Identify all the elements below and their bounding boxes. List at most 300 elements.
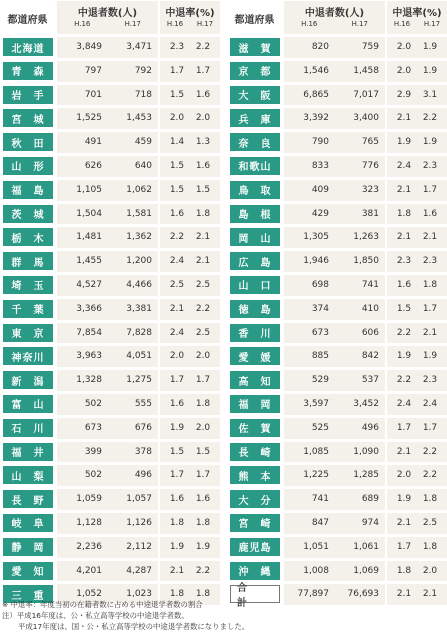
dropout-count-h17: 537 <box>361 375 379 386</box>
dropout-count-cell <box>284 37 385 58</box>
dropout-count-cell <box>57 132 158 153</box>
prefecture-label: 神奈川 <box>3 347 53 365</box>
dropout-count-h17: 3,471 <box>126 42 152 52</box>
dropout-count-cell <box>284 299 385 320</box>
dropout-rate-cell <box>387 537 447 558</box>
prefecture-label: 静 岡 <box>3 538 53 556</box>
dropout-rate-cell <box>160 418 220 439</box>
dropout-count-h16: 833 <box>311 160 329 171</box>
dropout-rate-cell <box>160 537 220 558</box>
dropout-count-h17: 555 <box>134 398 152 409</box>
footnotes <box>2 599 442 632</box>
dropout-count-cell <box>57 418 158 439</box>
dropout-count-h16: 790 <box>311 137 329 148</box>
dropout-count-h17: 7,828 <box>126 327 152 338</box>
dropout-rate-cell <box>387 323 447 344</box>
dropout-count-h17: 4,287 <box>126 565 152 576</box>
dropout-rate-h16: 2.1 <box>169 565 185 576</box>
dropout-rate-cell <box>160 323 220 344</box>
prefecture-label: 京 都 <box>230 62 280 80</box>
dropout-count-h17: 1,453 <box>126 113 152 124</box>
dropout-count-h17: 1,061 <box>353 541 379 552</box>
dropout-rate-h16: 1.8 <box>396 565 412 576</box>
prefecture-label: 宮 城 <box>3 109 53 127</box>
year-h17-label: H.17 <box>423 20 441 28</box>
dropout-rate-cell <box>387 370 447 391</box>
prefecture-label: 新 潟 <box>3 371 53 389</box>
prefecture-label: 青 森 <box>3 62 53 80</box>
table-row <box>0 275 220 296</box>
table-row <box>227 561 447 582</box>
prefecture-label: 愛 知 <box>3 562 53 580</box>
table-row <box>0 394 220 415</box>
dropout-count-cell <box>57 85 158 106</box>
prefecture-label: 福 岡 <box>230 395 280 413</box>
table-row <box>227 346 447 367</box>
dropout-count-cell <box>57 275 158 296</box>
year-h17-label: H.17 <box>124 20 141 28</box>
dropout-rate-h17: 2.5 <box>422 517 438 528</box>
prefecture-label: 島 根 <box>230 205 280 223</box>
prefecture-label: 香 川 <box>230 324 280 342</box>
table-row <box>0 537 220 558</box>
table-row <box>227 180 447 201</box>
year-h16-label: H.16 <box>166 20 184 28</box>
table-row <box>227 513 447 534</box>
year-h16-label: H.16 <box>393 20 411 28</box>
dropout-rate-h16: 2.1 <box>396 184 412 195</box>
table-row <box>227 489 447 510</box>
dropout-rate-h16: 1.9 <box>396 351 412 362</box>
dropout-rate-h16: 1.9 <box>396 137 412 148</box>
dropout-count-cell <box>57 323 158 344</box>
dropout-count-cell <box>284 465 385 486</box>
dropout-count-h17: 1,062 <box>126 184 152 195</box>
dropout-rate-h16: 1.8 <box>169 517 185 528</box>
dropout-rate-h16: 1.6 <box>169 494 185 505</box>
table-row <box>227 394 447 415</box>
dropout-rate-cell <box>160 227 220 248</box>
table-row <box>227 299 447 320</box>
dropout-count-h17: 1,285 <box>353 470 379 481</box>
dropout-rate-cell <box>387 156 447 177</box>
table-row <box>227 156 447 177</box>
dropout-rate-cell <box>387 227 447 248</box>
dropout-count-cell <box>284 323 385 344</box>
dropout-rate-h17: 2.0 <box>195 113 211 124</box>
year-h16-label: H.16 <box>74 20 91 28</box>
left-table <box>0 1 220 605</box>
table-row <box>0 299 220 320</box>
pref-header: 都道府県 <box>7 15 48 26</box>
dropout-rate-cell <box>160 204 220 225</box>
dropout-count-cell <box>57 465 158 486</box>
dropout-count-cell <box>57 513 158 534</box>
dropout-rate-h17: 2.3 <box>422 160 438 171</box>
dropout-count-h17: 718 <box>134 89 152 100</box>
prefecture-label: 岡 山 <box>230 228 280 246</box>
dropout-rate-h17: 2.2 <box>195 42 211 52</box>
dropout-rate-h16: 1.5 <box>169 184 185 195</box>
dropout-rate-h17: 2.3 <box>422 256 438 267</box>
year-h16-label: H.16 <box>301 20 318 28</box>
dropout-rate-cell <box>160 561 220 582</box>
table-header <box>0 1 220 34</box>
dropout-rate-h16: 2.0 <box>169 113 185 124</box>
dropout-count-header: 中退者数(人) <box>77 8 138 19</box>
dropout-rate-h17: 1.7 <box>195 470 211 481</box>
table-row <box>227 132 447 153</box>
dropout-rate-h17: 2.2 <box>422 113 438 124</box>
prefecture-label: 兵 庫 <box>230 109 280 127</box>
dropout-rate-header-cell <box>160 1 220 34</box>
dropout-count-h17: 792 <box>134 65 152 76</box>
prefecture-label: 長 野 <box>3 490 53 508</box>
dropout-rate-h17: 1.6 <box>195 494 211 505</box>
dropout-count-h17: 1,458 <box>353 65 379 76</box>
dropout-count-h17: 1,090 <box>353 446 379 457</box>
dropout-rate-cell <box>387 346 447 367</box>
table-body <box>227 37 447 610</box>
dropout-count-header-cell <box>57 1 158 34</box>
dropout-rate-h17: 2.5 <box>195 279 211 290</box>
table-row <box>227 204 447 225</box>
table-row <box>0 227 220 248</box>
dropout-count-cell <box>57 180 158 201</box>
dropout-rate-h16: 2.2 <box>169 232 185 243</box>
dropout-count-h16: 3,366 <box>76 303 102 314</box>
prefecture-label: 山 口 <box>230 276 280 294</box>
table-row <box>227 251 447 272</box>
dropout-rate-cell <box>387 299 447 320</box>
dropout-count-cell <box>284 442 385 463</box>
dropout-count-cell <box>284 537 385 558</box>
prefecture-label: 徳 島 <box>230 300 280 318</box>
dropout-count-h16: 399 <box>84 446 102 457</box>
prefecture-label: 熊 本 <box>230 466 280 484</box>
dropout-rate-h16: 2.3 <box>396 256 412 267</box>
right-table <box>227 1 447 610</box>
dropout-rate-h17: 1.5 <box>195 446 211 457</box>
dropout-rate-h16: 1.7 <box>396 541 412 552</box>
table-row <box>227 227 447 248</box>
dropout-count-cell <box>57 346 158 367</box>
table-row <box>0 156 220 177</box>
dropout-rate-h17: 2.4 <box>422 398 438 409</box>
dropout-rate-header: 中退率(%) <box>392 8 442 19</box>
dropout-count-cell <box>284 275 385 296</box>
dropout-count-cell <box>57 299 158 320</box>
dropout-rate-h16: 2.4 <box>169 327 185 338</box>
prefecture-label: 岐 阜 <box>3 514 53 532</box>
dropout-count-h16: 673 <box>311 327 329 338</box>
dropout-count-cell <box>57 37 158 58</box>
dropout-count-h16: 1,008 <box>303 565 329 576</box>
dropout-count-h16: 529 <box>311 375 329 386</box>
dropout-rate-h17: 1.7 <box>195 375 211 386</box>
dropout-rate-cell <box>160 370 220 391</box>
dropout-rate-h17: 1.7 <box>422 422 438 433</box>
dropout-count-h17: 1,850 <box>353 256 379 267</box>
table-row <box>0 61 220 82</box>
dropout-count-h17: 381 <box>361 208 379 219</box>
dropout-count-h17: 759 <box>361 42 379 52</box>
dropout-rate-cell <box>387 465 447 486</box>
dropout-count-cell <box>284 132 385 153</box>
dropout-rate-h17: 1.7 <box>422 184 438 195</box>
prefecture-label: 栃 木 <box>3 228 53 246</box>
dropout-rate-cell <box>160 85 220 106</box>
dropout-rate-h16: 2.9 <box>396 89 412 100</box>
dropout-rate-h17: 1.3 <box>195 137 211 148</box>
dropout-count-h17: 689 <box>361 494 379 505</box>
dropout-rate-h16: 2.1 <box>396 517 412 528</box>
dropout-rate-cell <box>160 465 220 486</box>
footnote-h17: 平成17年度は、国・公・私立高等学校の中途退学者数になりました。 <box>18 622 250 631</box>
year-h17-label: H.17 <box>196 20 214 28</box>
dropout-rate-h17: 2.2 <box>195 565 211 576</box>
dropout-count-cell <box>284 108 385 129</box>
table-row <box>0 85 220 106</box>
table-row <box>0 370 220 391</box>
dropout-count-cell <box>284 227 385 248</box>
dropout-count-h17: 1,023 <box>126 589 152 600</box>
dropout-count-cell <box>57 561 158 582</box>
table-row <box>227 465 447 486</box>
dropout-count-h16: 3,597 <box>303 398 329 409</box>
dropout-count-h17: 410 <box>361 303 379 314</box>
prefecture-label: 石 川 <box>3 419 53 437</box>
dropout-count-h16: 847 <box>311 517 329 528</box>
dropout-rate-h16: 1.7 <box>169 65 185 76</box>
prefecture-label: 愛 媛 <box>230 347 280 365</box>
dropout-count-h16: 3,392 <box>303 113 329 124</box>
dropout-count-h16: 741 <box>311 494 329 505</box>
dropout-rate-h17: 2.0 <box>195 422 211 433</box>
dropout-count-cell <box>57 61 158 82</box>
dropout-count-h17: 842 <box>361 351 379 362</box>
dropout-count-h16: 1,455 <box>76 256 102 267</box>
dropout-rate-cell <box>387 204 447 225</box>
dropout-count-h16: 502 <box>84 470 102 481</box>
dropout-rate-h17: 1.9 <box>195 541 211 552</box>
dropout-count-h17: 676 <box>134 422 152 433</box>
dropout-rate-cell <box>387 489 447 510</box>
dropout-count-h17: 3,400 <box>353 113 379 124</box>
dropout-rate-cell <box>387 180 447 201</box>
table-header <box>227 1 447 34</box>
table-row <box>0 180 220 201</box>
dropout-rate-h17: 3.1 <box>422 89 438 100</box>
dropout-count-h17: 1,200 <box>126 256 152 267</box>
dropout-count-h16: 1,481 <box>76 232 102 243</box>
dropout-count-h16: 673 <box>84 422 102 433</box>
dropout-count-h16: 1,105 <box>76 184 102 195</box>
dropout-rate-h17: 2.1 <box>195 256 211 267</box>
dropout-rate-h16: 2.1 <box>396 232 412 243</box>
table-row <box>227 108 447 129</box>
dropout-count-cell <box>57 251 158 272</box>
dropout-count-h16: 701 <box>84 89 102 100</box>
dropout-rate-h16: 2.2 <box>396 375 412 386</box>
dropout-count-h16: 885 <box>311 351 329 362</box>
dropout-count-h16: 3,849 <box>76 42 102 52</box>
dropout-count-h16: 1,946 <box>303 256 329 267</box>
prefecture-label: 福 井 <box>3 443 53 461</box>
dropout-count-h17: 776 <box>361 160 379 171</box>
dropout-rate-cell <box>387 132 447 153</box>
dropout-rate-h16: 1.6 <box>169 208 185 219</box>
dropout-count-h16: 820 <box>311 42 329 52</box>
prefecture-label: 山 梨 <box>3 466 53 484</box>
dropout-rate-cell <box>387 108 447 129</box>
dropout-rate-h17: 2.2 <box>195 303 211 314</box>
dropout-rate-h17: 1.6 <box>195 160 211 171</box>
dropout-rate-cell <box>387 561 447 582</box>
table-row <box>0 323 220 344</box>
dropout-rate-h17: 2.0 <box>195 351 211 362</box>
prefecture-label: 鳥 取 <box>230 181 280 199</box>
prefecture-label: 大 阪 <box>230 86 280 104</box>
dropout-count-h17: 974 <box>361 517 379 528</box>
dropout-rate-cell <box>160 180 220 201</box>
dropout-count-h17: 4,466 <box>126 279 152 290</box>
prefecture-label: 沖 縄 <box>230 562 280 580</box>
prefecture-label: 福 島 <box>3 181 53 199</box>
dropout-rate-h17: 1.8 <box>422 541 438 552</box>
dropout-count-cell <box>284 489 385 510</box>
table-body <box>0 37 220 605</box>
dropout-count-h16: 77,897 <box>297 589 329 600</box>
dropout-count-h16: 698 <box>311 279 329 290</box>
dropout-rate-h16: 2.1 <box>396 589 412 600</box>
pref-header-cell <box>0 1 55 34</box>
table-row <box>0 561 220 582</box>
dropout-count-cell <box>57 442 158 463</box>
dropout-rate-h16: 2.1 <box>396 113 412 124</box>
dropout-rate-h17: 2.2 <box>422 446 438 457</box>
dropout-count-h16: 1,305 <box>303 232 329 243</box>
dropout-rate-h16: 1.5 <box>169 446 185 457</box>
dropout-count-h16: 525 <box>311 422 329 433</box>
dropout-count-h17: 7,017 <box>353 89 379 100</box>
table-row <box>227 418 447 439</box>
table-row <box>227 442 447 463</box>
prefecture-label: 大 分 <box>230 490 280 508</box>
dropout-rate-cell <box>387 418 447 439</box>
table-row <box>227 370 447 391</box>
dropout-rate-cell <box>160 37 220 58</box>
table-row <box>227 85 447 106</box>
dropout-count-h17: 1,057 <box>126 494 152 505</box>
dropout-rate-h17: 2.5 <box>195 327 211 338</box>
dropout-count-h16: 626 <box>84 160 102 171</box>
dropout-count-cell <box>57 489 158 510</box>
dropout-count-h17: 765 <box>361 137 379 148</box>
dropout-count-h16: 1,546 <box>303 65 329 76</box>
dropout-count-cell <box>284 370 385 391</box>
dropout-count-h16: 502 <box>84 398 102 409</box>
dropout-rate-h17: 2.1 <box>422 589 438 600</box>
dropout-count-cell <box>284 513 385 534</box>
dropout-rate-h17: 1.8 <box>195 589 211 600</box>
dropout-count-h17: 459 <box>134 137 152 148</box>
prefecture-label: 長 崎 <box>230 443 280 461</box>
table-row <box>0 37 220 58</box>
dropout-count-h16: 1,128 <box>76 517 102 528</box>
dropout-count-h16: 374 <box>311 303 329 314</box>
dropout-rate-h16: 1.8 <box>396 208 412 219</box>
dropout-rate-h17: 1.6 <box>422 208 438 219</box>
dropout-rate-h16: 1.8 <box>169 589 185 600</box>
dropout-rate-h16: 1.5 <box>169 89 185 100</box>
prefecture-label: 東 京 <box>3 324 53 342</box>
dropout-count-h17: 1,069 <box>353 565 379 576</box>
dropout-count-header: 中退者数(人) <box>304 8 365 19</box>
prefecture-label: 埼 玉 <box>3 276 53 294</box>
dropout-rate-h16: 1.5 <box>396 303 412 314</box>
dropout-count-h17: 1,275 <box>126 375 152 386</box>
prefecture-label: 滋 賀 <box>230 38 280 56</box>
dropout-rate-h16: 2.4 <box>169 256 185 267</box>
dropout-rate-h17: 1.8 <box>195 517 211 528</box>
dropout-rate-h17: 2.1 <box>195 232 211 243</box>
prefecture-label: 山 形 <box>3 157 53 175</box>
table-row <box>0 346 220 367</box>
dropout-rate-h16: 2.0 <box>396 470 412 481</box>
dropout-count-h17: 741 <box>361 279 379 290</box>
dropout-count-h17: 3,452 <box>353 398 379 409</box>
dropout-rate-h17: 1.5 <box>195 184 211 195</box>
dropout-rate-cell <box>160 394 220 415</box>
dropout-count-h17: 496 <box>361 422 379 433</box>
dropout-count-h16: 1,525 <box>76 113 102 124</box>
dropout-count-cell <box>57 537 158 558</box>
prefecture-label: 北海道 <box>3 38 53 56</box>
dropout-count-cell <box>284 251 385 272</box>
prefecture-label: 秋 田 <box>3 133 53 151</box>
dropout-rate-h16: 2.4 <box>396 160 412 171</box>
table-row <box>227 323 447 344</box>
dropout-rate-h17: 2.0 <box>422 565 438 576</box>
pref-header: 都道府県 <box>234 15 275 26</box>
dropout-rate-cell <box>160 489 220 510</box>
dropout-rate-h16: 2.2 <box>396 327 412 338</box>
dropout-count-h16: 429 <box>311 208 329 219</box>
dropout-rate-h17: 1.9 <box>422 351 438 362</box>
dropout-rate-cell <box>160 156 220 177</box>
dropout-rate-h17: 1.6 <box>195 89 211 100</box>
dropout-rate-h16: 2.3 <box>169 42 185 52</box>
dropout-count-h16: 4,201 <box>76 565 102 576</box>
table-row <box>0 489 220 510</box>
dropout-count-h17: 378 <box>134 446 152 457</box>
year-h17-label: H.17 <box>351 20 368 28</box>
dropout-count-cell <box>57 227 158 248</box>
dropout-count-cell <box>284 156 385 177</box>
dropout-count-h17: 1,581 <box>126 208 152 219</box>
dropout-count-h16: 1,225 <box>303 470 329 481</box>
dropout-rate-h16: 2.0 <box>396 65 412 76</box>
prefecture-label: 奈 良 <box>230 133 280 151</box>
dropout-count-cell <box>284 180 385 201</box>
prefecture-label: 佐 賀 <box>230 419 280 437</box>
dropout-rate-h16: 1.7 <box>169 375 185 386</box>
table-row <box>227 37 447 58</box>
dropout-count-h16: 7,854 <box>76 327 102 338</box>
dropout-rate-cell <box>387 394 447 415</box>
dropout-rate-h17: 1.9 <box>422 137 438 148</box>
